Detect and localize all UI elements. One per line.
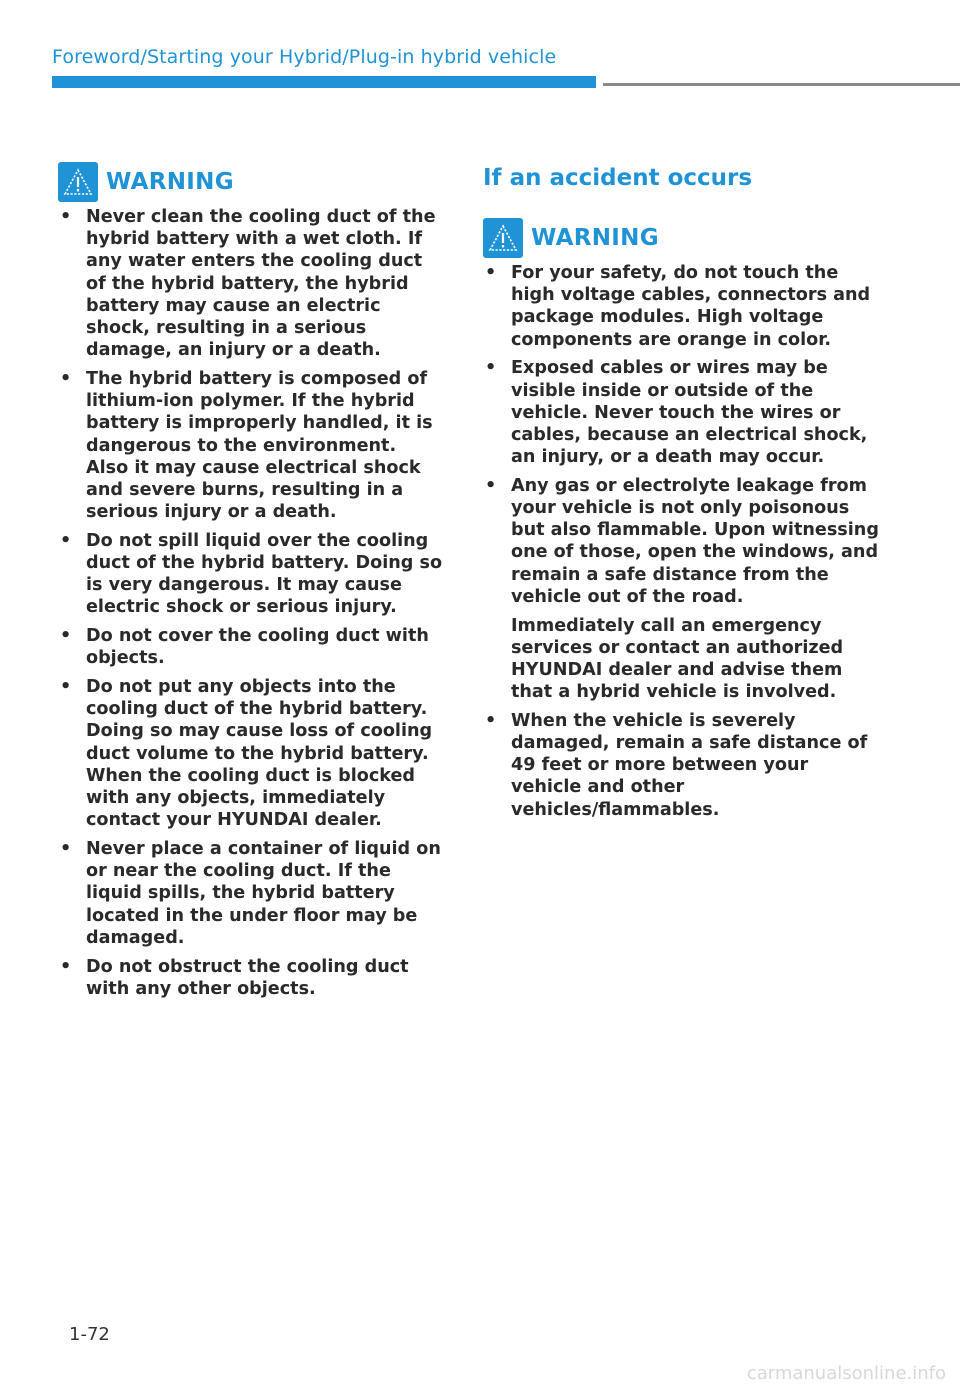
header-accent-bar bbox=[52, 76, 596, 88]
warning-triangle-icon bbox=[58, 162, 98, 202]
list-item: • Never place a container of liquid on or near the cooling duct. If the liquid spills, the hybrid battery located in the under floor may be damaged. bbox=[60, 838, 441, 948]
warning-heading bbox=[483, 216, 883, 260]
list-item: • Never clean the cooling duct of the hybrid battery with a wet cloth. If any water enters the cooling duct of the hybrid battery, the hybrid battery may cause an electric shock, resulting in a serious damage, an injury or a death. bbox=[60, 207, 436, 361]
list-item: • Do not cover the cooling duct with objects. bbox=[60, 626, 429, 669]
list-item: • Any gas or electrolyte leakage from your vehicle is not only poisonous but also flammable. Upon witnessing one of those, open the windows, and remain a safe distance from the vehicle out of the road. Immediately call an emergency services or contact an authorized HYUNDAI dealer and advise them that a hybrid vehicle is involved. bbox=[483, 475, 883, 704]
list-item-paragraph: Immediately call an emergency services or contact an authorized HYUNDAI dealer and advise them that a hybrid vehicle is involved. bbox=[511, 615, 844, 703]
list-item: • For your safety, do not touch the high voltage cables, connectors and package modules. High voltage components are orange in color. bbox=[485, 263, 871, 350]
warning-label: WARNING bbox=[106, 169, 234, 195]
warning-list bbox=[483, 262, 883, 821]
warning-heading bbox=[58, 160, 443, 204]
watermark: carmanualsonline.info bbox=[746, 1363, 946, 1384]
list-item: • The hybrid battery is composed of lithium-ion polymer. If the hybrid battery is improperly handled, it is dangerous to the environment. Also it may cause electrical shock and severe burns, resulting in a serious injury or a death. bbox=[60, 368, 433, 523]
header-rule bbox=[603, 83, 960, 86]
list-item: • When the vehicle is severely damaged, remain a safe distance of 49 feet or more between your vehicle and other vehicles/flammables. bbox=[485, 710, 868, 820]
header-title: Foreword/Starting your Hybrid/Plug-in hybrid vehicle bbox=[52, 46, 557, 68]
right-column bbox=[483, 160, 883, 827]
left-column bbox=[58, 160, 443, 1006]
warning-list bbox=[58, 206, 443, 1000]
page-number: 1-72 bbox=[69, 1324, 110, 1345]
warning-triangle-icon bbox=[483, 218, 523, 258]
warning-label: WARNING bbox=[531, 225, 659, 251]
list-item: • Do not obstruct the cooling duct with any other objects. bbox=[60, 956, 409, 999]
list-item: • Exposed cables or wires may be visible inside or outside of the vehicle. Never touch the wires or cables, because an electrical shock, an injury, or a death may occur. bbox=[485, 358, 868, 468]
list-item: • Do not put any objects into the cooling duct of the hybrid battery. Doing so may cause loss of cooling duct volume to the hybrid battery. When the cooling duct is blocked with any objects, immediately contact your HYUNDAI dealer. bbox=[60, 677, 433, 831]
list-item: • Do not spill liquid over the cooling duct of the hybrid battery. Doing so is very dangerous. It may cause electric shock or serious injury. bbox=[60, 530, 443, 618]
section-title: If an accident occurs bbox=[483, 165, 753, 191]
